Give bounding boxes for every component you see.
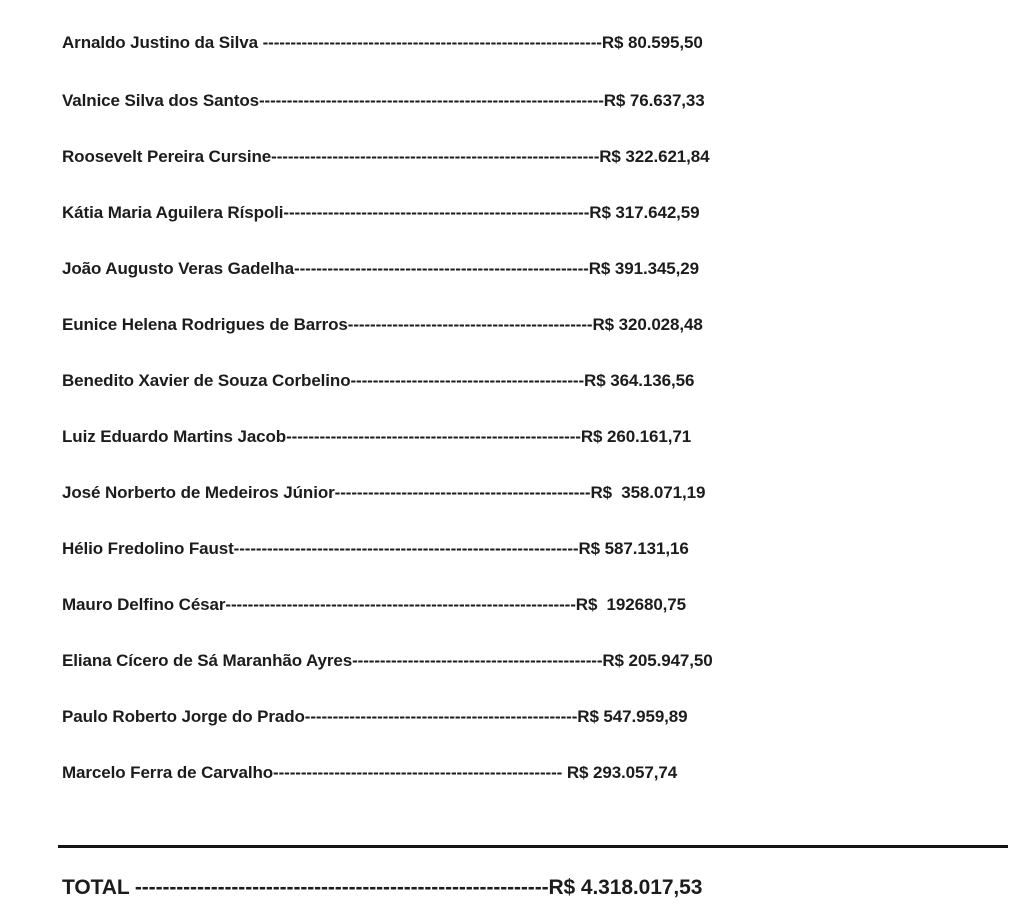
entry-roosevelt-pereira-cursine: Roosevelt Pereira Cursine-----------------------------------------------------------R$ 322.621,84 — [62, 147, 710, 166]
entry-eunice-helena-rodrigues-de-barros: Eunice Helena Rodrigues de Barros--------------------------------------------R$ 320.028,48 — [62, 315, 703, 334]
entry-mauro-delfino-cesar: Mauro Delfino César---------------------------------------------------------------R$ 192680,75 — [62, 595, 686, 614]
entry-paulo-roberto-jorge-do-prado: Paulo Roberto Jorge do Prado-------------------------------------------------R$ 547.959,89 — [62, 707, 688, 726]
entry-joao-augusto-veras-gadelha: João Augusto Veras Gadelha-----------------------------------------------------R$ 391.345,29 — [62, 259, 699, 278]
entry-arnaldo-justino-da-silva: Arnaldo Justino da Silva -------------------------------------------------------------R$ 80.595,50 — [62, 33, 703, 52]
entry-benedito-xavier-de-souza-corbelino: Benedito Xavier de Souza Corbelino------------------------------------------R$ 364.136,56 — [62, 371, 695, 390]
entry-helio-fredolino-faust: Hélio Fredolino Faust--------------------------------------------------------------R$ 587.131,16 — [62, 539, 689, 558]
total-line: TOTAL ------------------------------------------------------------R$ 4.318.017,53 — [62, 876, 703, 899]
entry-eliana-cicero-de-sa-maranhao-ayres: Eliana Cícero de Sá Maranhão Ayres---------------------------------------------R$ 205.947,50 — [62, 651, 713, 670]
entry-valnice-silva-dos-santos: Valnice Silva dos Santos--------------------------------------------------------------R$ 76.637,33 — [62, 91, 705, 110]
entry-marcelo-ferra-de-carvalho: Marcelo Ferra de Carvalho---------------------------------------------------- R$ 293.057,74 — [62, 763, 678, 782]
entry-luiz-eduardo-martins-jacob: Luiz Eduardo Martins Jacob-----------------------------------------------------R$ 260.161,71 — [62, 427, 692, 446]
total-divider-line — [58, 845, 1008, 848]
entry-katia-maria-aguilera-rispoli: Kátia Maria Aguilera Ríspoli-------------------------------------------------------R$ 317.642,59 — [62, 203, 700, 222]
entry-jose-norberto-de-medeiros-junior: José Norberto de Medeiros Júnior----------------------------------------------R$ 358.071,19 — [62, 483, 706, 502]
